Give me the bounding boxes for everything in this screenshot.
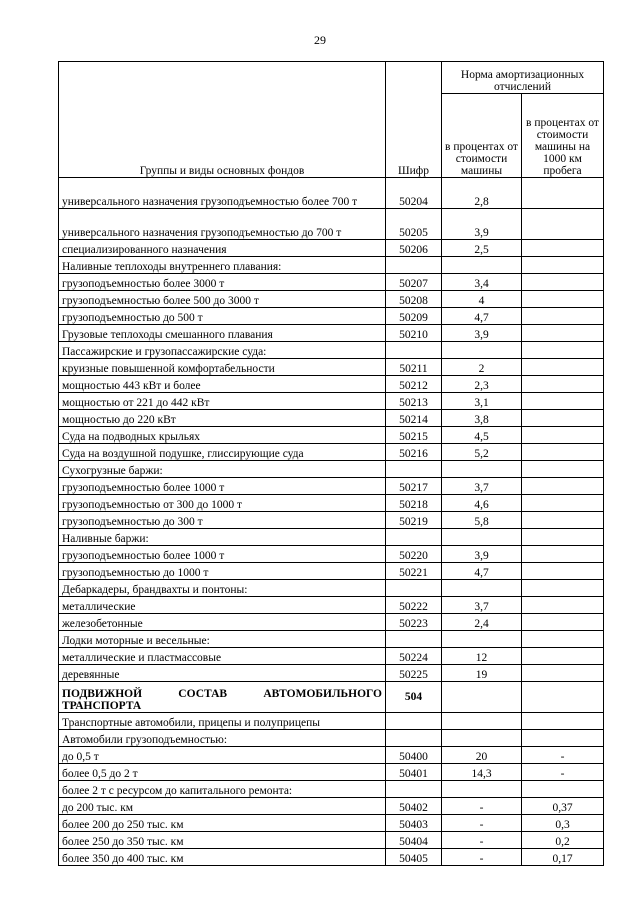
table-row <box>59 240 604 257</box>
row-code: 50214 <box>386 410 442 427</box>
row-name: более 0,5 до 2 т <box>59 764 386 781</box>
row-pct-cost: 4,7 <box>442 563 522 580</box>
row-pct-cost: - <box>442 798 522 815</box>
row-code <box>386 257 442 274</box>
table-row <box>59 376 604 393</box>
row-pct-km <box>522 648 604 665</box>
row-code: 50207 <box>386 274 442 291</box>
row-name: Суда на подводных крыльях <box>59 427 386 444</box>
row-code: 50213 <box>386 393 442 410</box>
row-pct-km <box>522 325 604 342</box>
row-name: специализированного назначения <box>59 240 386 257</box>
row-code: 50220 <box>386 546 442 563</box>
row-name: Наливные теплоходы внутреннего плавания: <box>59 257 386 274</box>
row-pct-km <box>522 308 604 325</box>
table-row <box>59 781 604 798</box>
row-pct-cost: 2,8 <box>442 178 522 209</box>
row-pct-cost: 3,7 <box>442 597 522 614</box>
row-pct-cost: 4,5 <box>442 427 522 444</box>
row-pct-km <box>522 495 604 512</box>
row-code: 50405 <box>386 849 442 866</box>
table-row <box>59 580 604 597</box>
row-name: Наливные баржи: <box>59 529 386 546</box>
row-pct-km <box>522 178 604 209</box>
table-row <box>59 730 604 747</box>
row-code <box>386 781 442 798</box>
row-pct-cost <box>442 461 522 478</box>
row-name: грузоподъемностью до 300 т <box>59 512 386 529</box>
row-pct-km: - <box>522 764 604 781</box>
table-row <box>59 359 604 376</box>
table-row <box>59 648 604 665</box>
table-row <box>59 747 604 764</box>
row-pct-km <box>522 274 604 291</box>
row-name: мощностью до 220 кВт <box>59 410 386 427</box>
table-row <box>59 410 604 427</box>
table-row <box>59 308 604 325</box>
row-pct-cost: 2,5 <box>442 240 522 257</box>
row-code: 50225 <box>386 665 442 682</box>
row-code: 50216 <box>386 444 442 461</box>
table-row <box>59 764 604 781</box>
row-pct-km <box>522 410 604 427</box>
row-name: мощностью от 221 до 442 кВт <box>59 393 386 410</box>
row-code: 50403 <box>386 815 442 832</box>
row-code: 50212 <box>386 376 442 393</box>
row-code: 50211 <box>386 359 442 376</box>
table-row <box>59 682 604 713</box>
row-name: железобетонные <box>59 614 386 631</box>
row-name: круизные повышенной комфортабельности <box>59 359 386 376</box>
row-code <box>386 529 442 546</box>
row-code <box>386 713 442 730</box>
table-row <box>59 563 604 580</box>
row-name: Дебаркадеры, брандвахты и понтоны: <box>59 580 386 597</box>
row-name: мощностью 443 кВт и более <box>59 376 386 393</box>
table-row <box>59 665 604 682</box>
row-code: 50404 <box>386 832 442 849</box>
row-pct-cost: 3,7 <box>442 478 522 495</box>
row-pct-cost: 3,9 <box>442 209 522 240</box>
row-pct-cost: 4,7 <box>442 308 522 325</box>
row-pct-cost: 3,9 <box>442 546 522 563</box>
row-code: 50204 <box>386 178 442 209</box>
row-name: Лодки моторные и весельные: <box>59 631 386 648</box>
row-pct-km <box>522 444 604 461</box>
row-pct-km <box>522 546 604 563</box>
row-code: 50215 <box>386 427 442 444</box>
row-name: более 200 до 250 тыс. км <box>59 815 386 832</box>
row-code: 504 <box>386 682 442 713</box>
row-code: 50223 <box>386 614 442 631</box>
row-pct-km <box>522 427 604 444</box>
header-norm: Норма амортизационных отчислений <box>442 62 604 94</box>
row-code: 50209 <box>386 308 442 325</box>
table-row <box>59 325 604 342</box>
row-name: Пассажирские и грузопассажирские суда: <box>59 342 386 359</box>
row-code: 50224 <box>386 648 442 665</box>
table-row <box>59 597 604 614</box>
row-name: Транспортные автомобили, прицепы и полуприцепы <box>59 713 386 730</box>
row-pct-km <box>522 291 604 308</box>
row-name: металлические <box>59 597 386 614</box>
row-pct-km <box>522 529 604 546</box>
row-code <box>386 342 442 359</box>
row-pct-cost: 2 <box>442 359 522 376</box>
row-pct-km <box>522 781 604 798</box>
table-row <box>59 529 604 546</box>
row-name: универсального назначения грузоподъемностью до 700 т <box>59 209 386 240</box>
row-code <box>386 631 442 648</box>
row-name: грузоподъемностью более 1000 т <box>59 546 386 563</box>
row-pct-km <box>522 730 604 747</box>
table-row <box>59 815 604 832</box>
row-pct-km <box>522 393 604 410</box>
table-row <box>59 832 604 849</box>
row-pct-cost <box>442 342 522 359</box>
row-name: грузоподъемностью более 3000 т <box>59 274 386 291</box>
table-row <box>59 849 604 866</box>
row-pct-cost: 5,8 <box>442 512 522 529</box>
row-name: грузоподъемностью более 500 до 3000 т <box>59 291 386 308</box>
row-name: грузоподъемностью до 500 т <box>59 308 386 325</box>
row-code: 50206 <box>386 240 442 257</box>
row-code: 50219 <box>386 512 442 529</box>
table-row <box>59 798 604 815</box>
row-code: 50210 <box>386 325 442 342</box>
row-name: более 350 до 400 тыс. км <box>59 849 386 866</box>
row-pct-km: 0,2 <box>522 832 604 849</box>
row-pct-cost: 3,1 <box>442 393 522 410</box>
table-row <box>59 444 604 461</box>
row-code: 50400 <box>386 747 442 764</box>
row-code: 50208 <box>386 291 442 308</box>
table-row <box>59 614 604 631</box>
row-pct-km: 0,3 <box>522 815 604 832</box>
row-code: 50217 <box>386 478 442 495</box>
row-pct-km <box>522 342 604 359</box>
row-name: Грузовые теплоходы смешанного плавания <box>59 325 386 342</box>
row-pct-km <box>522 665 604 682</box>
row-pct-km <box>522 580 604 597</box>
row-pct-cost: - <box>442 832 522 849</box>
table-row <box>59 427 604 444</box>
table-row <box>59 512 604 529</box>
table-row <box>59 478 604 495</box>
row-pct-cost <box>442 682 522 713</box>
row-name: ПОДВИЖНОЙ СОСТАВ АВТОМОБИЛЬНОГО ТРАНСПОРТА <box>59 682 386 713</box>
row-pct-cost: 19 <box>442 665 522 682</box>
table-row <box>59 291 604 308</box>
row-name: Суда на воздушной подушке, глиссирующие суда <box>59 444 386 461</box>
row-name: Сухогрузные баржи: <box>59 461 386 478</box>
header-code: Шифр <box>386 62 442 178</box>
row-name: грузоподъемностью более 1000 т <box>59 478 386 495</box>
row-name: металлические и пластмассовые <box>59 648 386 665</box>
row-name: деревянные <box>59 665 386 682</box>
row-name: грузоподъемностью от 300 до 1000 т <box>59 495 386 512</box>
row-pct-km: - <box>522 747 604 764</box>
table-row <box>59 393 604 410</box>
row-code <box>386 580 442 597</box>
row-pct-cost <box>442 730 522 747</box>
row-name: более 250 до 350 тыс. км <box>59 832 386 849</box>
row-pct-km <box>522 461 604 478</box>
row-name: грузоподъемностью до 1000 т <box>59 563 386 580</box>
row-code: 50221 <box>386 563 442 580</box>
row-code <box>386 730 442 747</box>
table-row <box>59 178 604 209</box>
row-pct-cost: 20 <box>442 747 522 764</box>
row-pct-km <box>522 713 604 730</box>
amortization-table <box>58 61 604 866</box>
row-pct-cost: 2,3 <box>442 376 522 393</box>
row-pct-km <box>522 359 604 376</box>
row-pct-km <box>522 682 604 713</box>
row-code: 50205 <box>386 209 442 240</box>
header-pct-km: в процентах от стоимости машины на 1000 км пробега <box>522 94 604 178</box>
row-pct-km <box>522 631 604 648</box>
row-pct-km <box>522 597 604 614</box>
row-code: 50218 <box>386 495 442 512</box>
row-pct-km <box>522 512 604 529</box>
row-pct-cost <box>442 631 522 648</box>
row-pct-cost <box>442 529 522 546</box>
row-code: 50402 <box>386 798 442 815</box>
table-row <box>59 631 604 648</box>
row-pct-cost: 4,6 <box>442 495 522 512</box>
row-pct-km <box>522 563 604 580</box>
row-pct-km: 0,17 <box>522 849 604 866</box>
row-pct-cost: 12 <box>442 648 522 665</box>
row-pct-cost: 3,4 <box>442 274 522 291</box>
row-pct-km <box>522 240 604 257</box>
table-row <box>59 461 604 478</box>
table-row <box>59 342 604 359</box>
table-row <box>59 257 604 274</box>
row-code: 50401 <box>386 764 442 781</box>
row-pct-cost <box>442 781 522 798</box>
row-code: 50222 <box>386 597 442 614</box>
table-row <box>59 495 604 512</box>
page-number: 29 <box>314 33 326 47</box>
row-pct-km <box>522 376 604 393</box>
table-row <box>59 546 604 563</box>
row-pct-cost: - <box>442 849 522 866</box>
row-pct-km <box>522 209 604 240</box>
row-pct-cost <box>442 257 522 274</box>
row-pct-cost: 2,4 <box>442 614 522 631</box>
table-row <box>59 713 604 730</box>
row-pct-cost: - <box>442 815 522 832</box>
row-pct-cost <box>442 713 522 730</box>
row-name: универсального назначения грузоподъемностью более 700 т <box>59 178 386 209</box>
row-pct-cost: 14,3 <box>442 764 522 781</box>
row-name: до 0,5 т <box>59 747 386 764</box>
row-pct-km <box>522 614 604 631</box>
row-pct-km <box>522 257 604 274</box>
header-group: Группы и виды основных фондов <box>59 62 386 178</box>
row-pct-km <box>522 478 604 495</box>
row-pct-cost <box>442 580 522 597</box>
row-pct-cost: 3,9 <box>442 325 522 342</box>
row-pct-cost: 3,8 <box>442 410 522 427</box>
row-name: более 2 т с ресурсом до капитального ремонта: <box>59 781 386 798</box>
header-row <box>59 62 604 94</box>
row-name: до 200 тыс. км <box>59 798 386 815</box>
row-pct-km: 0,37 <box>522 798 604 815</box>
table-row <box>59 209 604 240</box>
row-name: Автомобили грузоподъемностью: <box>59 730 386 747</box>
table-row <box>59 274 604 291</box>
row-code <box>386 461 442 478</box>
row-pct-cost: 5,2 <box>442 444 522 461</box>
row-pct-cost: 4 <box>442 291 522 308</box>
header-pct-cost: в процентах от стоимости машины <box>442 94 522 178</box>
